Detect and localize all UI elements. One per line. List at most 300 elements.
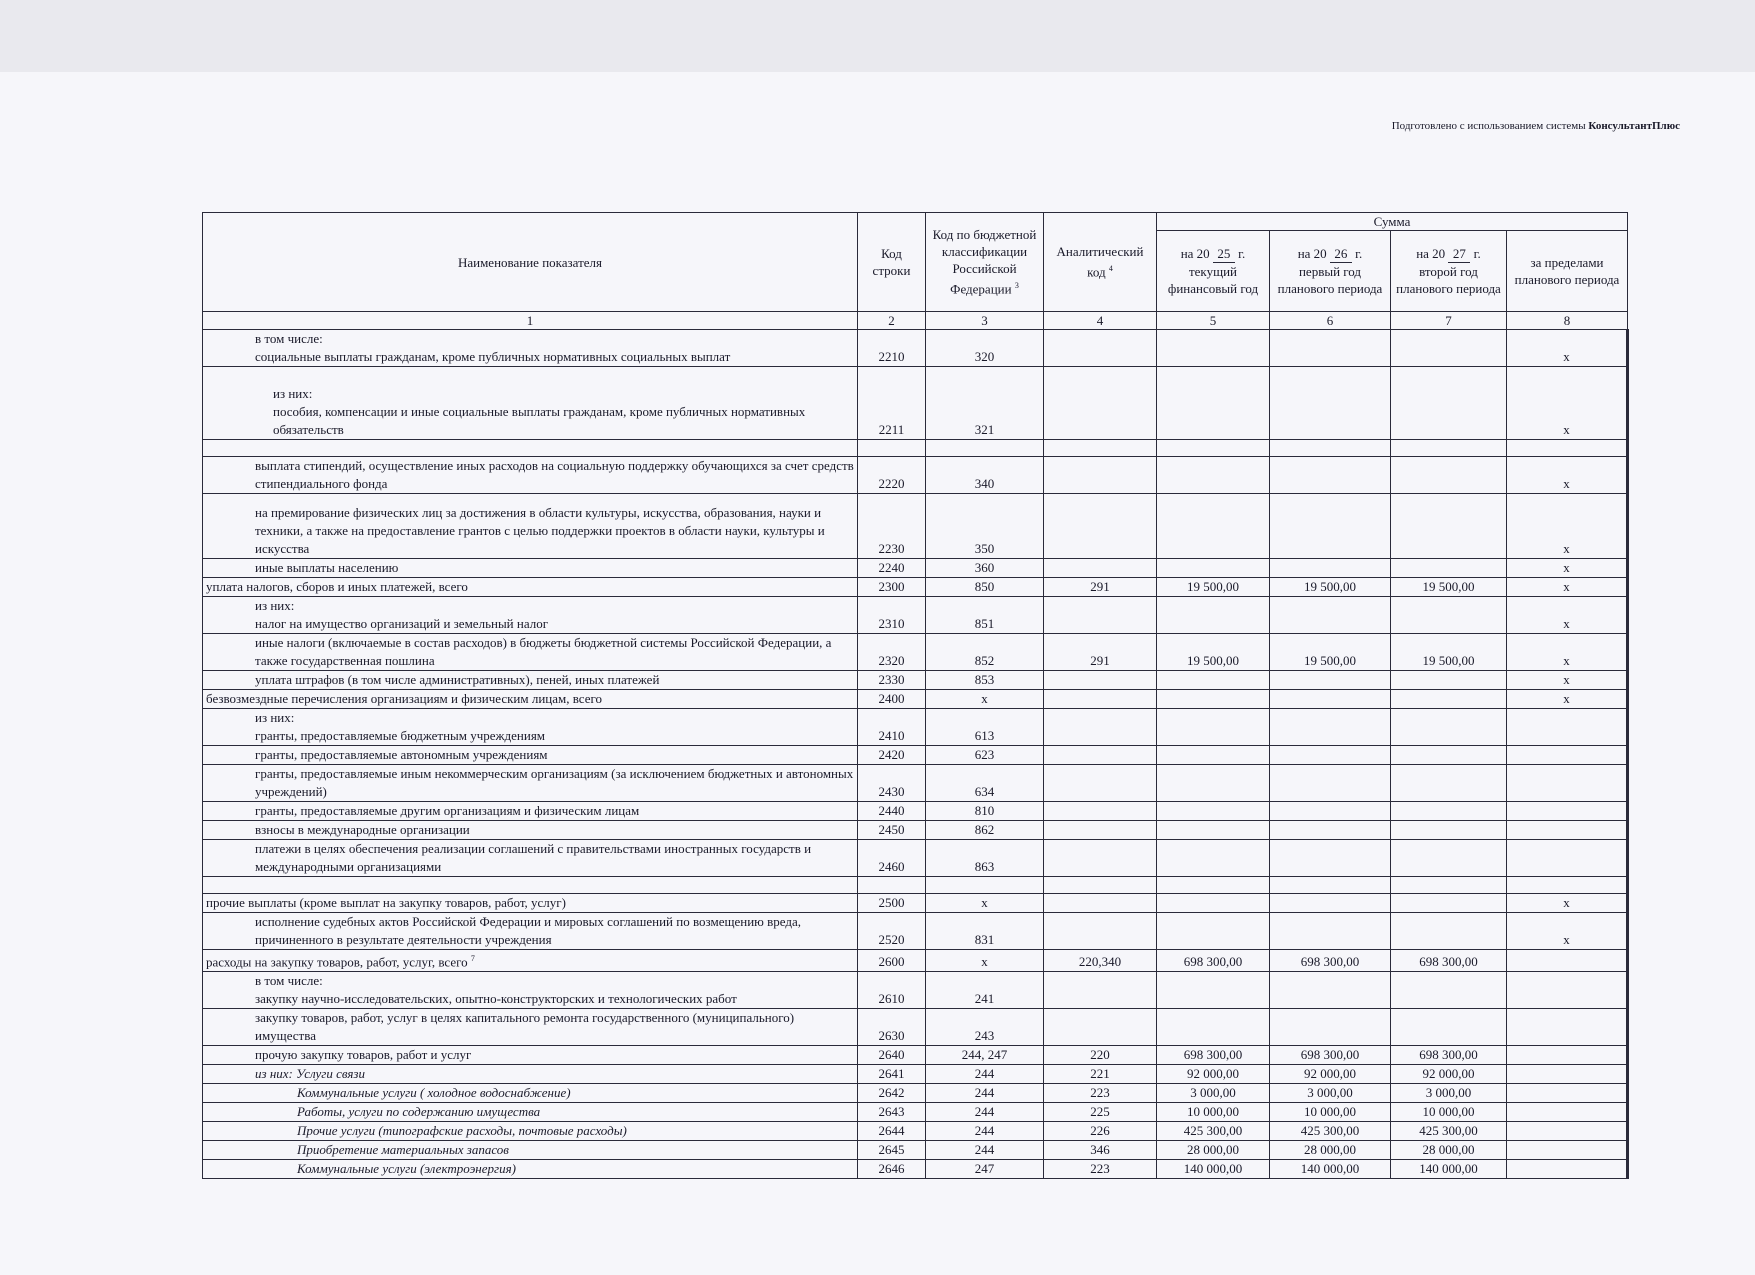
cell-v3	[1391, 457, 1507, 494]
row-name	[203, 1122, 858, 1141]
col-number: 8	[1507, 312, 1628, 330]
cell-an	[1044, 821, 1157, 840]
cell-bk: 244	[926, 1065, 1044, 1084]
cell-an	[1044, 494, 1157, 559]
cell-code: 2460	[858, 840, 926, 877]
row-name	[203, 972, 858, 1009]
row-name	[203, 746, 858, 765]
table-row	[203, 840, 1628, 877]
cell-code: 2610	[858, 972, 926, 1009]
cell-code: 2440	[858, 802, 926, 821]
blank-cell	[858, 440, 926, 457]
cell-v3	[1391, 559, 1507, 578]
cell-code: 2500	[858, 894, 926, 913]
cell-bk: 831	[926, 913, 1044, 950]
cell-b: х	[1507, 913, 1628, 950]
cell-bk: 244	[926, 1141, 1044, 1160]
cell-v2	[1270, 765, 1391, 802]
cell-an: 223	[1044, 1160, 1157, 1179]
table-row	[203, 765, 1628, 802]
cell-v1	[1157, 746, 1270, 765]
brand-name: КонсультантПлюс	[1588, 120, 1680, 132]
col-number: 2	[858, 312, 926, 330]
cell-b	[1507, 1084, 1628, 1103]
col-header-year1: на 20 25 г. текущий финансовый год	[1157, 231, 1270, 312]
cell-an: 225	[1044, 1103, 1157, 1122]
cell-an: 221	[1044, 1065, 1157, 1084]
cell-bk: 851	[926, 597, 1044, 634]
col-number: 7	[1391, 312, 1507, 330]
cell-v2	[1270, 802, 1391, 821]
cell-v1	[1157, 559, 1270, 578]
cell-code: 2630	[858, 1009, 926, 1046]
cell-b: х	[1507, 559, 1628, 578]
cell-b: х	[1507, 671, 1628, 690]
cell-code: 2400	[858, 690, 926, 709]
row-label: закупку товаров, работ, услуг в целях капитального ремонта государственного (муниципального) имущества	[255, 1010, 795, 1044]
row-name	[203, 578, 858, 597]
cell-b	[1507, 765, 1628, 802]
row-name	[203, 894, 858, 913]
row-label: гранты, предоставляемые автономным учреждениям	[255, 747, 548, 762]
cell-v1: 698 300,00	[1157, 950, 1270, 972]
row-name	[203, 840, 858, 877]
row-label: Приобретение материальных запасов	[297, 1142, 509, 1158]
cell-v1: 140 000,00	[1157, 1160, 1270, 1179]
row-name	[203, 1141, 858, 1160]
cell-b	[1507, 1065, 1628, 1084]
table-row	[203, 913, 1628, 950]
row-name	[203, 709, 858, 746]
cell-bk: 852	[926, 634, 1044, 671]
cell-b	[1507, 1103, 1628, 1122]
cell-bk: х	[926, 894, 1044, 913]
cell-v1	[1157, 330, 1270, 367]
cell-b: х	[1507, 330, 1628, 367]
cell-code: 2642	[858, 1084, 926, 1103]
blank-cell	[203, 440, 858, 457]
table-row	[203, 746, 1628, 765]
cell-v3: 698 300,00	[1391, 1046, 1507, 1065]
cell-v2	[1270, 367, 1391, 440]
row-name	[203, 765, 858, 802]
cell-an: 220,340	[1044, 950, 1157, 972]
column-number-row	[203, 312, 1628, 330]
col-header-bk: Код по бюджетной классификации Российской Федерации $^3$	[926, 213, 1044, 312]
cell-bk: 243	[926, 1009, 1044, 1046]
cell-v2	[1270, 913, 1391, 950]
table-row	[203, 494, 1628, 559]
cell-v3	[1391, 494, 1507, 559]
cell-bk: 350	[926, 494, 1044, 559]
cell-v3: 28 000,00	[1391, 1141, 1507, 1160]
row-label: исполнение судебных актов Российской Федерации и мировых соглашений по возмещению вреда, причиненного в результате деятельности учреждения	[255, 914, 801, 947]
cell-v1	[1157, 821, 1270, 840]
cell-code: 2300	[858, 578, 926, 597]
row-label: закупку научно-исследовательских, опытно-конструкторских и технологических работ	[255, 991, 737, 1007]
col-header-sum: Сумма	[1157, 213, 1628, 231]
cell-code: 2210	[858, 330, 926, 367]
table-row	[203, 578, 1628, 597]
cell-code: 2410	[858, 709, 926, 746]
blank-cell	[1270, 440, 1391, 457]
cell-v3	[1391, 840, 1507, 877]
cell-code: 2643	[858, 1103, 926, 1122]
cell-b: х	[1507, 690, 1628, 709]
cell-bk: 634	[926, 765, 1044, 802]
table-row	[203, 457, 1628, 494]
row-label: иные выплаты населению	[255, 560, 399, 575]
cell-an	[1044, 367, 1157, 440]
row-label: взносы в международные организации	[255, 822, 470, 837]
col-number: 1	[203, 312, 858, 330]
row-label: Работы, услуги по содержанию имущества	[297, 1104, 541, 1120]
cell-bk: 853	[926, 671, 1044, 690]
cell-b	[1507, 709, 1628, 746]
cell-b: х	[1507, 578, 1628, 597]
cell-v2: 19 500,00	[1270, 578, 1391, 597]
cell-v2: 140 000,00	[1270, 1160, 1391, 1179]
row-label: иные налоги (включаемые в состав расходов) в бюджеты бюджетной системы Российской Федерации, а также государственная пошлина	[255, 635, 832, 668]
cell-b: х	[1507, 597, 1628, 634]
table-row	[203, 1009, 1628, 1046]
cell-an	[1044, 597, 1157, 634]
cell-bk: 244	[926, 1084, 1044, 1103]
cell-v1: 28 000,00	[1157, 1141, 1270, 1160]
blank-cell	[203, 877, 858, 894]
row-name	[203, 913, 858, 950]
row-label: налог на имущество организаций и земельный налог	[255, 616, 549, 631]
cell-b	[1507, 1141, 1628, 1160]
cell-v1: 3 000,00	[1157, 1084, 1270, 1103]
cell-v2	[1270, 690, 1391, 709]
col-header-name: Наименование показателя	[203, 213, 858, 312]
cell-code: 2220	[858, 457, 926, 494]
cell-b	[1507, 802, 1628, 821]
cell-v1	[1157, 690, 1270, 709]
col-header-analytic: Аналитический код $^4$	[1044, 213, 1157, 312]
cell-v3	[1391, 690, 1507, 709]
row-label: расходы на закупку товаров, работ, услуг, всего	[206, 954, 468, 970]
table-row	[203, 597, 1628, 634]
cell-v1: 10 000,00	[1157, 1103, 1270, 1122]
cell-bk: 321	[926, 367, 1044, 440]
cell-code: 2230	[858, 494, 926, 559]
row-name	[203, 1009, 858, 1046]
cell-b	[1507, 840, 1628, 877]
cell-code: 2330	[858, 671, 926, 690]
row-label: Прочие услуги (типографские расходы, почтовые расходы)	[297, 1123, 627, 1139]
cell-code: 2641	[858, 1065, 926, 1084]
header-note: Подготовлено с использованием системы КонсультантПлюс	[1391, 120, 1680, 132]
cell-v3	[1391, 746, 1507, 765]
cell-v3	[1391, 765, 1507, 802]
cell-code: 2600	[858, 950, 926, 972]
expenses-table	[202, 212, 1629, 1179]
cell-v1	[1157, 802, 1270, 821]
cell-v2	[1270, 894, 1391, 913]
cell-v3: 19 500,00	[1391, 578, 1507, 597]
row-name	[203, 821, 858, 840]
row-name	[203, 457, 858, 494]
table-row	[203, 1046, 1628, 1065]
cell-an	[1044, 1009, 1157, 1046]
cell-v2	[1270, 972, 1391, 1009]
col-number: 6	[1270, 312, 1391, 330]
cell-an	[1044, 765, 1157, 802]
cell-bk: 862	[926, 821, 1044, 840]
cell-an	[1044, 894, 1157, 913]
cell-b	[1507, 1122, 1628, 1141]
row-prefix: из них:	[255, 710, 295, 725]
row-name	[203, 367, 858, 440]
row-name	[203, 1046, 858, 1065]
cell-v3	[1391, 1009, 1507, 1046]
cell-code: 2430	[858, 765, 926, 802]
table-row	[203, 559, 1628, 578]
table-row	[203, 972, 1628, 1009]
row-name	[203, 690, 858, 709]
cell-v2: 3 000,00	[1270, 1084, 1391, 1103]
cell-v1: 19 500,00	[1157, 634, 1270, 671]
table-row	[203, 1141, 1628, 1160]
table-row	[203, 1160, 1628, 1179]
cell-v2	[1270, 457, 1391, 494]
cell-v3	[1391, 671, 1507, 690]
cell-an: 220	[1044, 1046, 1157, 1065]
cell-an	[1044, 671, 1157, 690]
row-name	[203, 634, 858, 671]
cell-code: 2646	[858, 1160, 926, 1179]
cell-v2	[1270, 1009, 1391, 1046]
cell-b	[1507, 972, 1628, 1009]
table-row	[203, 1065, 1628, 1084]
row-label: на премирование физических лиц за достижения в области культуры, искусства, образования, науки и техники, а также на предоставление грантов с целью поддержки проектов в области науки, культуры и искусства	[255, 505, 825, 556]
cell-an	[1044, 709, 1157, 746]
cell-v3: 140 000,00	[1391, 1160, 1507, 1179]
table-row	[203, 690, 1628, 709]
cell-bk: 247	[926, 1160, 1044, 1179]
cell-code: 2645	[858, 1141, 926, 1160]
row-name	[203, 330, 858, 367]
row-label: пособия, компенсации и иные социальные выплаты гражданам, кроме публичных нормативных обязательств	[273, 404, 806, 437]
col-header-year2: на 20 26 г. первый год планового периода	[1270, 231, 1391, 312]
cell-v2: 19 500,00	[1270, 634, 1391, 671]
row-label: гранты, предоставляемые другим организациям и физическим лицам	[255, 803, 640, 818]
cell-v3	[1391, 367, 1507, 440]
cell-bk: 320	[926, 330, 1044, 367]
row-label: прочие выплаты (кроме выплат на закупку товаров, работ, услуг)	[206, 895, 566, 910]
blank-cell	[926, 440, 1044, 457]
table-row	[203, 802, 1628, 821]
cell-an	[1044, 913, 1157, 950]
row-label: уплата налогов, сборов и иных платежей, всего	[206, 579, 468, 594]
row-label: выплата стипендий, осуществление иных расходов на социальную поддержку обучающихся за счет средств стипендиального фонда	[255, 458, 854, 491]
cell-v2: 28 000,00	[1270, 1141, 1391, 1160]
row-name	[203, 494, 858, 559]
row-prefix: из них:	[273, 386, 313, 401]
cell-code: 2240	[858, 559, 926, 578]
table-row	[203, 1103, 1628, 1122]
table-row	[203, 709, 1628, 746]
cell-b	[1507, 746, 1628, 765]
cell-v1: 698 300,00	[1157, 1046, 1270, 1065]
table-row	[203, 634, 1628, 671]
cell-v2: 92 000,00	[1270, 1065, 1391, 1084]
col-number: 3	[926, 312, 1044, 330]
cell-v2	[1270, 597, 1391, 634]
cell-code: 2640	[858, 1046, 926, 1065]
cell-v2	[1270, 821, 1391, 840]
row-label: гранты, предоставляемые бюджетным учреждениям	[255, 728, 546, 743]
cell-bk: 244	[926, 1103, 1044, 1122]
row-prefix: в том числе:	[255, 331, 323, 346]
cell-an	[1044, 330, 1157, 367]
cell-an	[1044, 746, 1157, 765]
cell-v1: 92 000,00	[1157, 1065, 1270, 1084]
cell-code: 2310	[858, 597, 926, 634]
row-label: безвозмездные перечисления организациям и физическим лицам, всего	[206, 691, 603, 706]
row-label: Коммунальные услуги (электроэнергия)	[297, 1161, 516, 1177]
col-number: 5	[1157, 312, 1270, 330]
cell-b: х	[1507, 494, 1628, 559]
cell-an	[1044, 840, 1157, 877]
table-row	[203, 367, 1628, 440]
cell-v2	[1270, 709, 1391, 746]
cell-v2: 425 300,00	[1270, 1122, 1391, 1141]
blank-cell	[1391, 877, 1507, 894]
row-label: гранты, предоставляемые иным некоммерческим организациям (за исключением бюджетных и автономных учреждений)	[255, 766, 854, 799]
header-row-1	[203, 213, 1628, 231]
cell-b	[1507, 1160, 1628, 1179]
row-name	[203, 1160, 858, 1179]
cell-code: 2320	[858, 634, 926, 671]
cell-code: 2520	[858, 913, 926, 950]
table-row	[203, 330, 1628, 367]
table-row	[203, 894, 1628, 913]
cell-bk: 623	[926, 746, 1044, 765]
cell-an: 223	[1044, 1084, 1157, 1103]
cell-v3: 92 000,00	[1391, 1065, 1507, 1084]
cell-bk: х	[926, 950, 1044, 972]
cell-an: 346	[1044, 1141, 1157, 1160]
cell-code: 2644	[858, 1122, 926, 1141]
cell-code: 2450	[858, 821, 926, 840]
cell-v1	[1157, 709, 1270, 746]
cell-an	[1044, 972, 1157, 1009]
cell-v1	[1157, 972, 1270, 1009]
blank-cell	[1270, 877, 1391, 894]
col-header-beyond: за пределами планового периода	[1507, 231, 1628, 312]
row-name	[203, 671, 858, 690]
cell-an: 226	[1044, 1122, 1157, 1141]
cell-bk: 340	[926, 457, 1044, 494]
cell-v2	[1270, 746, 1391, 765]
cell-v2	[1270, 559, 1391, 578]
cell-v3	[1391, 972, 1507, 1009]
row-label: платежи в целях обеспечения реализации соглашений с правительствами иностранных государств и международными организациями	[255, 841, 812, 874]
row-label: прочую закупку товаров, работ и услуг	[255, 1047, 472, 1063]
blank-cell	[1391, 440, 1507, 457]
cell-an	[1044, 690, 1157, 709]
cell-v3	[1391, 913, 1507, 950]
cell-v2: 698 300,00	[1270, 1046, 1391, 1065]
row-name	[203, 597, 858, 634]
row-name	[203, 950, 858, 972]
cell-v1	[1157, 457, 1270, 494]
cell-v3	[1391, 821, 1507, 840]
cell-v3: 19 500,00	[1391, 634, 1507, 671]
row-name	[203, 1065, 858, 1084]
blank-cell	[858, 877, 926, 894]
cell-v1	[1157, 913, 1270, 950]
table-row	[203, 950, 1628, 972]
cell-v1	[1157, 494, 1270, 559]
cell-b	[1507, 1046, 1628, 1065]
cell-v1	[1157, 840, 1270, 877]
cell-v3: 698 300,00	[1391, 950, 1507, 972]
blank-cell	[1044, 877, 1157, 894]
cell-an	[1044, 559, 1157, 578]
cell-v3: 3 000,00	[1391, 1084, 1507, 1103]
cell-b: х	[1507, 634, 1628, 671]
cell-b	[1507, 950, 1628, 972]
table-row	[203, 1084, 1628, 1103]
cell-bk: 241	[926, 972, 1044, 1009]
row-name	[203, 559, 858, 578]
row-prefix: из них:	[255, 598, 295, 613]
col-number: 4	[1044, 312, 1157, 330]
cell-v1	[1157, 765, 1270, 802]
cell-v3: 10 000,00	[1391, 1103, 1507, 1122]
cell-v3	[1391, 330, 1507, 367]
cell-v3	[1391, 709, 1507, 746]
cell-an	[1044, 457, 1157, 494]
row-label: из них: Услуги связи	[255, 1066, 365, 1082]
row-name	[203, 802, 858, 821]
table-body	[203, 330, 1628, 1179]
table-row	[203, 821, 1628, 840]
blank-cell	[1507, 440, 1628, 457]
cell-b: х	[1507, 457, 1628, 494]
cell-bk: 244, 247	[926, 1046, 1044, 1065]
row-prefix: в том числе:	[255, 973, 323, 989]
cell-v1: 425 300,00	[1157, 1122, 1270, 1141]
cell-an	[1044, 802, 1157, 821]
blank-cell	[1044, 440, 1157, 457]
cell-v2	[1270, 840, 1391, 877]
cell-bk: х	[926, 690, 1044, 709]
cell-code: 2420	[858, 746, 926, 765]
row-name	[203, 1103, 858, 1122]
cell-v1	[1157, 597, 1270, 634]
cell-v2	[1270, 494, 1391, 559]
blank-cell	[1157, 440, 1270, 457]
cell-v1	[1157, 1009, 1270, 1046]
cell-an: 291	[1044, 578, 1157, 597]
cell-code: 2211	[858, 367, 926, 440]
row-label: уплата штрафов (в том числе административных), пеней, иных платежей	[255, 672, 660, 687]
col-header-code: Код строки	[858, 213, 926, 312]
cell-v2: 698 300,00	[1270, 950, 1391, 972]
cell-v1	[1157, 671, 1270, 690]
cell-v2	[1270, 330, 1391, 367]
blank-row	[203, 877, 1628, 894]
cell-v3	[1391, 597, 1507, 634]
blank-cell	[1507, 877, 1628, 894]
cell-bk: 863	[926, 840, 1044, 877]
cell-b	[1507, 821, 1628, 840]
